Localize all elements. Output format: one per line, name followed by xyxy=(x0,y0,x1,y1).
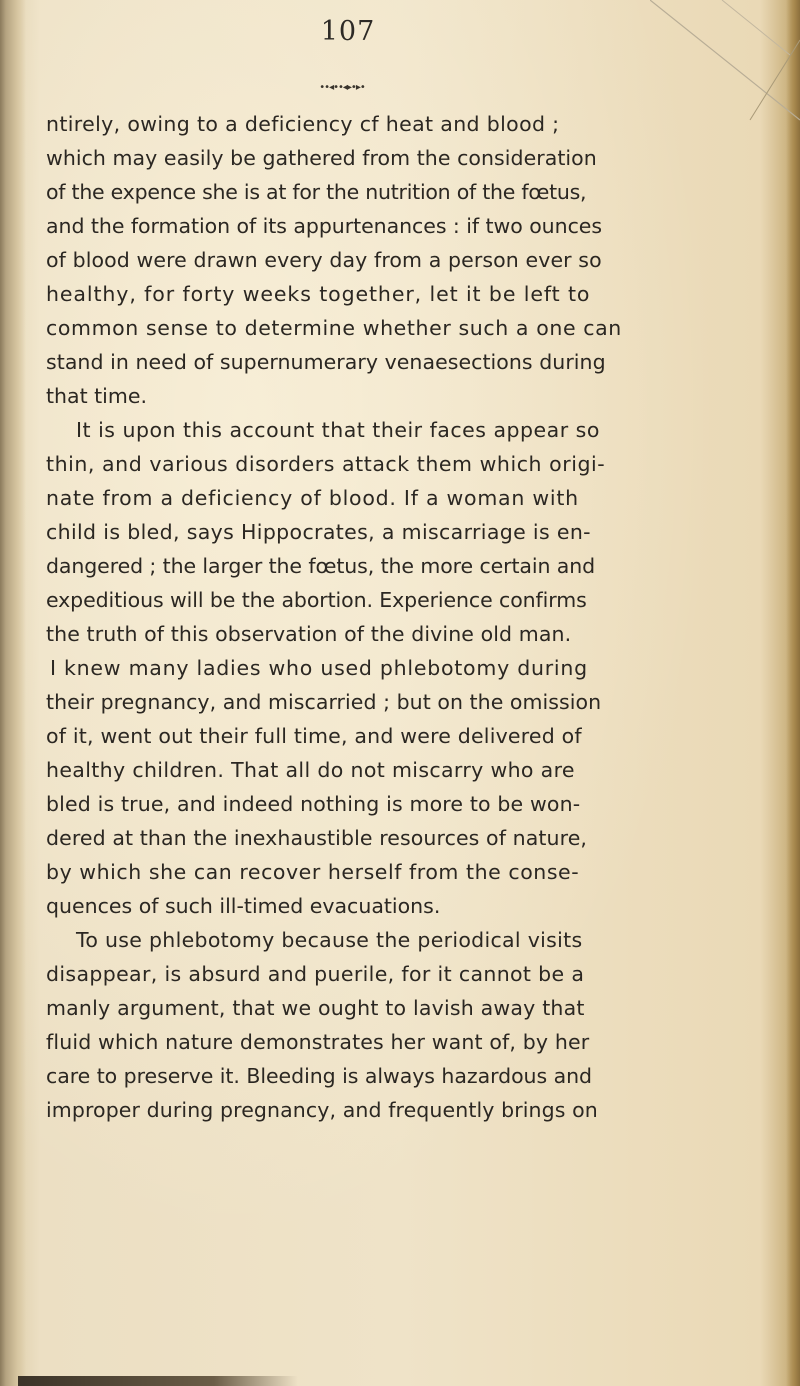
text-line: that time. xyxy=(46,384,147,408)
text-line: improper during pregnancy, and frequently brings on xyxy=(46,1098,598,1122)
text-line: which may easily be gathered from the consideration xyxy=(46,146,597,170)
text-line: the truth of this observation of the divine old man. xyxy=(46,622,572,646)
text-line: To use phlebotomy because the periodical visits xyxy=(76,928,583,952)
header-ornament: ••◂••◂▸•▸• xyxy=(319,82,365,93)
text-line: I knew many ladies who used phlebotomy during xyxy=(50,656,588,680)
text-line: thin, and various disorders attack them which origi- xyxy=(46,452,606,476)
binding-edge xyxy=(0,0,26,1386)
text-line: ntirely, owing to a deficiency cf heat and blood ; xyxy=(46,112,560,136)
text-line: quences of such ill-timed evacuations. xyxy=(46,894,441,918)
text-line: common sense to determine whether such a one can xyxy=(46,316,622,340)
page-bottom-shadow xyxy=(18,1376,298,1386)
text-line: disappear, is absurd and puerile, for it cannot be a xyxy=(46,962,585,986)
text-line: nate from a deficiency of blood. If a woman with xyxy=(46,486,579,510)
text-line: and the formation of its appurtenances : if two ounces xyxy=(46,214,602,238)
text-line: It is upon this account that their faces appear so xyxy=(76,418,600,442)
text-line: expeditious will be the abortion. Experience confirms xyxy=(46,588,587,612)
text-line: of blood were drawn every day from a person ever so xyxy=(46,248,602,272)
corner-fold xyxy=(650,0,800,130)
text-line: dered at than the inexhaustible resources of nature, xyxy=(46,826,588,850)
text-line: care to preserve it. Bleeding is always hazardous and xyxy=(46,1064,593,1088)
text-line: healthy children. That all do not miscarry who are xyxy=(46,758,575,782)
text-line: child is bled, says Hippocrates, a miscarriage is en- xyxy=(46,520,591,544)
text-line: healthy, for forty weeks together, let it be left to xyxy=(46,282,591,306)
page-number: 107 xyxy=(320,16,376,47)
text-line: manly argument, that we ought to lavish away that xyxy=(46,996,585,1020)
text-line: stand in need of supernumerary venaesections during xyxy=(46,350,606,374)
text-line: by which she can recover herself from the conse- xyxy=(46,860,580,884)
text-line: their pregnancy, and miscarried ; but on the omission xyxy=(46,690,602,714)
text-line: of the expence she is at for the nutrition of the fœtus, xyxy=(46,180,587,204)
text-line: of it, went out their full time, and were delivered of xyxy=(46,724,582,748)
page-right-edge xyxy=(786,0,800,1386)
text-line: dangered ; the larger the fœtus, the more certain and xyxy=(46,554,596,578)
text-line: bled is true, and indeed nothing is more to be won- xyxy=(46,792,581,816)
text-line: fluid which nature demonstrates her want of, by her xyxy=(46,1030,590,1054)
